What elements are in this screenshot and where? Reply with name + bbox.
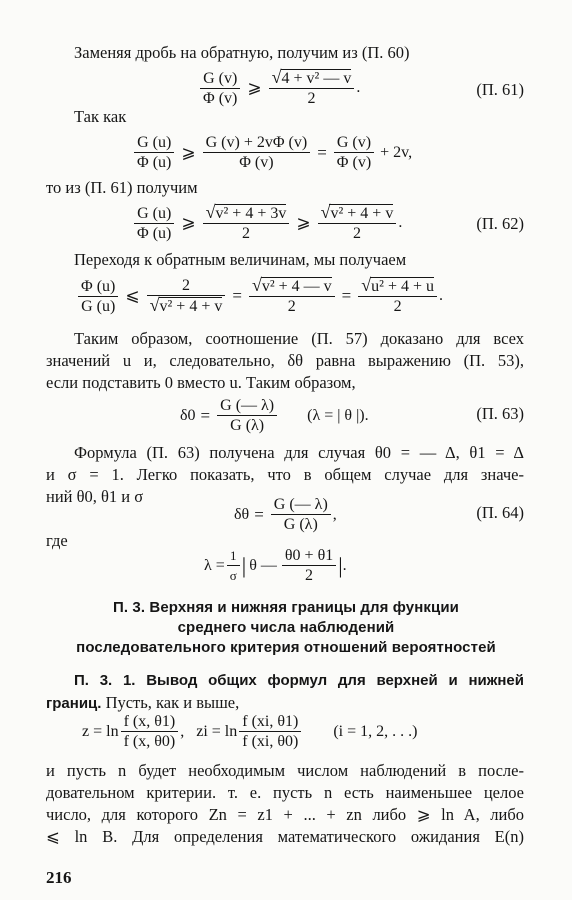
delta-theta: δθ [234, 505, 250, 523]
equation-inverse: $\frac{\Phi (u)}{G (u)}$ ⩽ $\frac{2}{\text{√v² + 4 + v}}$ = $\frac{\text{√v² + 4 — v}}{2}$ = $\frac{\text{√u² + 4 + u}}{2}$ . [76, 276, 443, 316]
text-line: ⩽ ln B. Для определения математического ожидания E(n) [46, 827, 524, 846]
ge-sign: ⩾ [247, 78, 262, 97]
numerator: G (v) [334, 133, 374, 153]
numerator: G (u) [134, 133, 174, 153]
equals-sign: = [200, 405, 211, 425]
text-line: Переходя к обратным величинам, мы получаем [74, 250, 407, 269]
denominator: Φ (u) [137, 154, 172, 171]
fraction [203, 203, 290, 243]
page-number: 216 [46, 868, 72, 887]
ge-sign: ⩾ [296, 213, 311, 232]
fraction [271, 495, 331, 534]
equals-sign: = [317, 142, 327, 162]
equation-p62: $\frac{G (u)}{\Phi (u)}$ ⩾ $\frac{\text{√v² + 4 + 3v}}{2}$ ⩾ $\frac{\text{√v² + 4 + v}}{2}$ . [132, 203, 402, 243]
fraction [200, 69, 240, 108]
text-line: число, для которого Zn = z1 + ... + zn либо ⩾ ln A, либо [46, 805, 524, 824]
numerator: 2 [147, 276, 226, 296]
fraction [249, 276, 335, 316]
ge-sign: ⩾ [181, 142, 196, 162]
text-line: Таким образом, соотношение (П. 57) доказано для всех [74, 329, 524, 348]
numerator: 1 [227, 546, 240, 566]
denominator: f (x, θ0) [123, 733, 176, 750]
denominator: σ [229, 568, 237, 583]
numerator: √u² + 4 + u [358, 276, 437, 297]
equation-lambda: λ = $\frac{1}{\sigma}$ | θ — $\frac{\theta 0 + \theta 1}{2}$ | . [204, 547, 347, 584]
text-line: если подставить 0 вместо u. Таким образом, [46, 373, 356, 392]
text-line: довательном критерии. т. е. пусть n есть наименьшее целое [46, 783, 524, 802]
denominator: f (xi, θ0) [242, 733, 299, 750]
numerator: √v² + 4 + v [318, 203, 397, 224]
denominator: 2 [307, 90, 316, 107]
expression-tail: + 2v, [380, 143, 413, 161]
denominator: Φ (v) [239, 154, 274, 171]
fraction [227, 546, 240, 585]
fraction [134, 133, 174, 172]
equals-sign: = [232, 286, 242, 305]
z-lhs: z = ln [82, 722, 119, 740]
condition: (i = 1, 2, . . .) [333, 722, 418, 740]
equation-p64: δθ = $\frac{G (— \lambda)}{G (\lambda)}$ , [234, 496, 337, 533]
fraction [121, 712, 179, 751]
numerator: f (xi, θ1) [239, 712, 301, 732]
lambda-lhs: λ = [204, 556, 225, 574]
denominator: Φ (v) [203, 89, 238, 107]
numerator: θ0 + θ1 [282, 546, 336, 566]
equation-number: (П. 63) [476, 404, 524, 423]
text-line: где [46, 531, 68, 550]
denominator: Φ (u) [137, 224, 172, 242]
text-line: Так как [74, 107, 127, 126]
fraction [78, 277, 118, 316]
text-line: ний θ0, θ1 и σ [46, 487, 144, 506]
numerator: G (— λ) [217, 396, 277, 416]
subsection-title: П. 3. 1. Вывод общих формул для верхней и нижней [74, 672, 524, 689]
text-line: то из (П. 61) получим [46, 178, 198, 197]
denominator: G (u) [81, 297, 116, 315]
fraction [134, 204, 174, 243]
fraction [358, 276, 437, 316]
numerator: √4 + v² — v [269, 68, 355, 89]
denominator: 2 [305, 567, 314, 584]
numerator: G (v) + 2vΦ (v) [203, 133, 311, 153]
text-line: и пусть n будет необходимым числом наблюдений в после- [46, 761, 524, 780]
fraction [147, 276, 226, 316]
equation-p61: $\frac{G (v)}{\Phi (v)}$ ⩾ $\frac{\text{√4 + v² — v}}{2}$ . [198, 68, 360, 108]
equals-sign: = [254, 504, 264, 524]
fraction [269, 68, 355, 108]
equation-number: (П. 61) [476, 80, 524, 99]
denominator: 2 [393, 298, 402, 315]
numerator: G (— λ) [271, 495, 331, 515]
fraction [203, 133, 311, 172]
text-line: и σ = 1. Легко показать, что в общем случае для значе- [46, 465, 524, 484]
denominator: Φ (v) [336, 154, 372, 171]
equation-z: z = ln $\frac{f (x, \theta 1)}{f (x, \theta 0)}$ , zi = ln $\frac{f (xi, \theta 1)}{f (xi, \theta 0)}$ (i = 1, 2, . . .) [82, 713, 418, 750]
fraction [282, 546, 336, 585]
fraction [217, 396, 277, 435]
numerator: G (u) [134, 204, 174, 224]
section-heading-line: П. 3. Верхняя и нижняя границы для функции [113, 599, 459, 616]
equation-number: (П. 64) [476, 503, 524, 522]
theta-term: θ — [249, 556, 277, 574]
condition: (λ = | θ |). [307, 406, 369, 424]
fraction [239, 712, 301, 751]
le-sign: ⩽ [125, 286, 140, 305]
section-heading-line: среднего числа наблюдений [177, 619, 395, 636]
fraction [334, 133, 374, 172]
denominator: √v² + 4 + v [149, 295, 223, 315]
denominator: 2 [241, 225, 250, 242]
subsection-title-end: границ. [46, 695, 102, 712]
denominator: G (λ) [283, 516, 318, 533]
numerator: √v² + 4 + 3v [203, 203, 290, 224]
zi-lhs: zi = ln [196, 722, 238, 740]
equation-number: (П. 62) [476, 214, 524, 233]
denominator: 2 [352, 225, 361, 242]
numerator: G (v) [200, 69, 240, 89]
text-line: Заменяя дробь на обратную, получим из (П. 60) [74, 43, 410, 62]
equation-p63 [180, 396, 369, 435]
ge-sign: ⩾ [181, 213, 196, 232]
numerator: √v² + 4 — v [249, 276, 335, 297]
fraction [318, 203, 397, 243]
denominator: 2 [287, 298, 296, 315]
text-run: Пусть, как и выше, [101, 693, 240, 712]
delta-zero: δ0 [180, 406, 196, 424]
numerator: f (x, θ1) [121, 712, 179, 732]
text-line: значений u и, следовательно, δθ равна выражению (П. 53), [46, 351, 524, 370]
equation-tak-kak [132, 133, 412, 172]
denominator: G (λ) [230, 417, 265, 434]
numerator: Φ (u) [78, 277, 118, 297]
equals-sign: = [341, 286, 352, 305]
section-heading-line: последовательного критерия отношений вероятностей [76, 639, 496, 656]
text-line: Формула (П. 63) получена для случая θ0 = — Δ, θ1 = Δ [74, 443, 524, 462]
